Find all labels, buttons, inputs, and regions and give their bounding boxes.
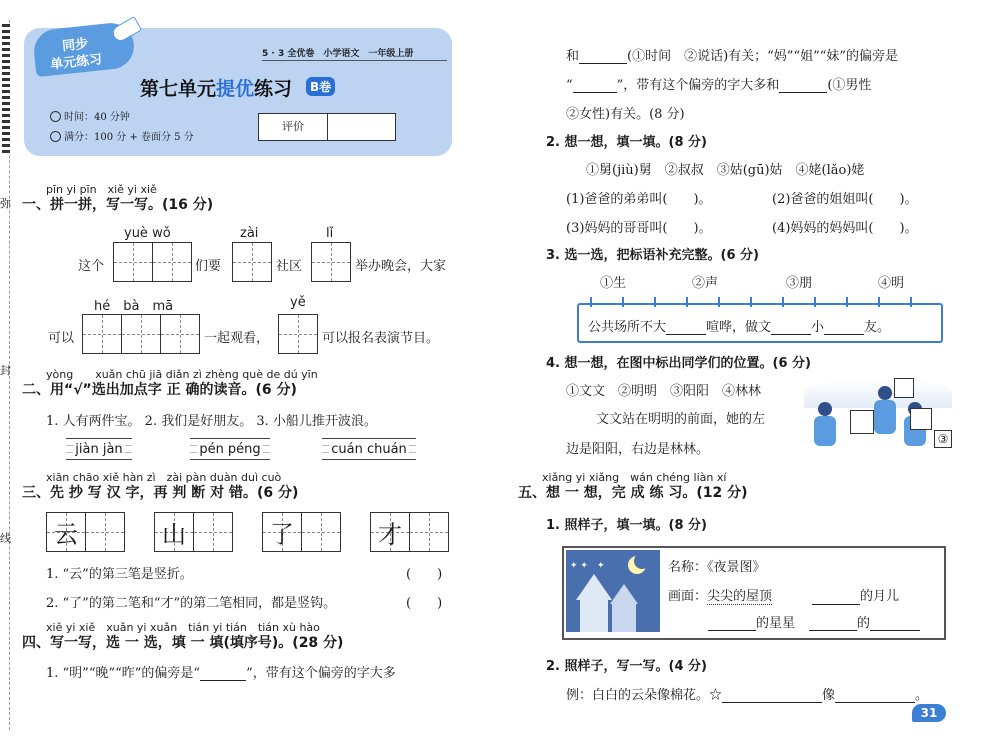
exam-time: 时间：40 分钟 <box>64 112 130 123</box>
s4-q1-line3: “ ”，带有这个偏旁的字大多和 (①男性 <box>566 78 872 93</box>
scene-example: 尖尖的屋顶 <box>707 589 773 604</box>
scene-blank[interactable] <box>809 616 857 631</box>
s3-q1-answer[interactable]: ( ) <box>406 567 443 582</box>
s5-q2-blank[interactable] <box>835 688 915 703</box>
s1-text: 们要 <box>195 259 222 274</box>
margin-char: 线 <box>0 532 11 545</box>
margin-char: 弥 <box>0 197 11 210</box>
s4-title: 四、写一写，选 一 选，填 一 填(填序号)。(28 分) <box>22 635 344 651</box>
scene-blank[interactable] <box>708 616 756 631</box>
s1-text: 可以 <box>48 331 75 346</box>
kids-illustration <box>804 380 952 452</box>
badge-line2: 单元练习 <box>49 52 103 73</box>
version-tag: B卷 <box>306 77 335 96</box>
s1-grid-yuewo[interactable] <box>113 242 192 282</box>
s5-title: 五、想 一 想，完 成 练 习。(12 分) <box>518 485 748 501</box>
s3-grid-cai[interactable]: 才 <box>370 512 449 552</box>
s2-items: 1. 人有两件宝。 2. 我们是好朋友。 3. 小船儿推开波浪。 <box>46 414 377 429</box>
s4-q2: 2. 想一想，填一填。(8 分) <box>546 135 707 150</box>
s1-text: 举办晚会，大家 <box>355 259 447 274</box>
s4-q2-options: ①舅(jiù)舅 ②叔叔 ③姑(gū)姑 ④姥(lǎo)姥 <box>586 163 865 178</box>
s1-py-ye: yě <box>290 295 306 310</box>
binding-hole <box>2 24 10 154</box>
scene-blank[interactable] <box>870 616 920 631</box>
evaluation-field[interactable] <box>328 114 395 140</box>
s5-q2: 2. 照样子，写一写。(4 分) <box>546 659 707 674</box>
s4-q1-blank[interactable] <box>200 666 246 681</box>
s4-pinyin: xiě yi xiě xuǎn yi xuǎn tián yi tián tián xù hào <box>46 621 320 634</box>
s5-q2-blank[interactable] <box>722 688 822 703</box>
s3-grid-le[interactable]: 了 <box>262 512 341 552</box>
s2-title: 二、用“√”选出加点字 正 确的读音。(6 分) <box>22 382 297 398</box>
s1-pinyin: pīn yi pīn xiě yi xiě <box>46 183 157 196</box>
evaluation-box <box>258 113 396 141</box>
slogan-text: 公共场所不大 喧哗，做文 小 友。 <box>588 320 891 335</box>
s5-pinyin: xiǎng yi xiǎng wán chéng liàn xí <box>542 471 727 484</box>
full-score: 满分：100 分 + 卷面分 5 分 <box>64 132 194 143</box>
s3-grid-yun[interactable]: 云 <box>46 512 125 552</box>
s2-option-3[interactable]: cuán chuán <box>322 438 416 460</box>
slogan-blank[interactable] <box>824 320 864 335</box>
s3-grid-shan[interactable]: 山 <box>154 512 233 552</box>
title-highlight: 提优 <box>216 78 255 100</box>
s4-q1-line2: 和 (①时间 ②说话)有关；“妈”“姐”“妹”的偏旁是 <box>566 49 899 64</box>
slogan-blank[interactable] <box>771 320 811 335</box>
scene-row1: 画面：尖尖的屋顶 的月儿 <box>668 589 900 604</box>
s1-grid-zai[interactable] <box>232 242 272 282</box>
s4-q3-opt: ④明 <box>878 276 905 291</box>
s4-q3-opt: ③朋 <box>786 276 813 291</box>
slogan-blank[interactable] <box>666 320 706 335</box>
s5-q2-example: 例：白白的云朵像棉花。☆ 像 。 <box>566 688 929 703</box>
s2-pinyin: yòng xuǎn chū jiā diǎn zì zhèng què de dú yīn <box>46 368 318 381</box>
night-scene-image: ✦ ✦ ✦ <box>566 550 660 632</box>
s1-py-yuewo: yuè wǒ <box>124 226 171 241</box>
s1-text: 可以报名表演节目。 <box>322 331 440 346</box>
s3-q1: 1. “云”的第三笔是竖折。 <box>46 567 193 582</box>
s1-title: 一、拼一拼，写一写。(16 分) <box>22 197 214 213</box>
s4-q2-b[interactable]: (2)爸爸的姐姐叫( )。 <box>772 192 918 207</box>
s3-q2-answer[interactable]: ( ) <box>406 596 443 611</box>
s4-q1-blank[interactable] <box>579 49 627 64</box>
check-icon <box>50 131 61 142</box>
s4-q1-line1: 1. “明”“晚”“昨”的偏旁是“ ”，带有这个偏旁的字大多 <box>46 666 396 681</box>
s1-grid-hebama[interactable] <box>82 314 200 354</box>
s4-q2-c[interactable]: (3)妈妈的哥哥叫( )。 <box>566 221 712 236</box>
s5-q1: 1. 照样子，填一填。(8 分) <box>546 518 707 533</box>
s4-q1-line4: ②女性)有关。(8 分) <box>566 107 685 122</box>
s1-grid-li[interactable] <box>311 242 351 282</box>
s4-q4-line1: 文文站在明明的前面，她的左 <box>596 412 766 427</box>
position-marker: ③ <box>934 430 952 448</box>
s1-grid-ye[interactable] <box>278 314 318 354</box>
s4-q4-line2: 边是阳阳，右边是林林。 <box>566 442 710 457</box>
margin-char: 封 <box>0 364 11 377</box>
s4-q4-options: ①文文 ②明明 ③阳阳 ④林林 <box>566 384 762 399</box>
s3-q2: 2. “了”的第二笔和“才”的第二笔相同，都是竖钩。 <box>46 596 337 611</box>
s1-text: 一起观看， <box>204 331 270 346</box>
page-number: 31 <box>912 704 946 722</box>
s1-py-hebama: hé bà mā <box>94 299 174 314</box>
scene-name: 名称：《夜景图》 <box>668 560 766 575</box>
s1-text: 这个 <box>78 259 105 274</box>
slogan-rings <box>590 297 930 307</box>
s3-pinyin: xiān chāo xiě hàn zì zài pàn duàn duì cuò <box>46 471 282 484</box>
s4-q1-blank[interactable] <box>779 78 827 93</box>
s1-text: 社区 <box>276 259 303 274</box>
s4-q4: 4. 想一想，在图中标出同学们的位置。(6 分) <box>546 356 811 371</box>
s4-q1-blank[interactable] <box>573 78 617 93</box>
page-title: 第七单元提优练习 <box>140 78 293 100</box>
s4-q3-opt: ①生 <box>600 276 627 291</box>
house-roof <box>576 574 612 600</box>
s4-q2-d[interactable]: (4)妈妈的妈妈叫( )。 <box>772 221 918 236</box>
s1-py-zai: zài <box>240 226 259 241</box>
series-label: 5 · 3 全优卷 小学语文 一年级上册 <box>262 49 414 59</box>
series-rule <box>262 60 447 61</box>
s4-q3: 3. 选一选，把标语补充完整。(6 分) <box>546 248 759 263</box>
s4-q3-opt: ②声 <box>692 276 719 291</box>
scene-row2: 的星星 的 <box>708 612 920 631</box>
badge-line1: 同步 <box>61 36 89 55</box>
clock-icon <box>50 111 61 122</box>
s1-py-li: lǐ <box>326 226 334 241</box>
s2-option-1[interactable]: jiàn jàn <box>66 438 132 460</box>
scene-blank[interactable] <box>812 590 860 605</box>
s2-option-2[interactable]: pén péng <box>190 438 270 460</box>
s4-q2-a[interactable]: (1)爸爸的弟弟叫( )。 <box>566 192 712 207</box>
s3-title: 三、先 抄 写 汉 字，再 判 断 对 错。(6 分) <box>22 485 299 501</box>
evaluation-label: 评价 <box>259 114 328 140</box>
